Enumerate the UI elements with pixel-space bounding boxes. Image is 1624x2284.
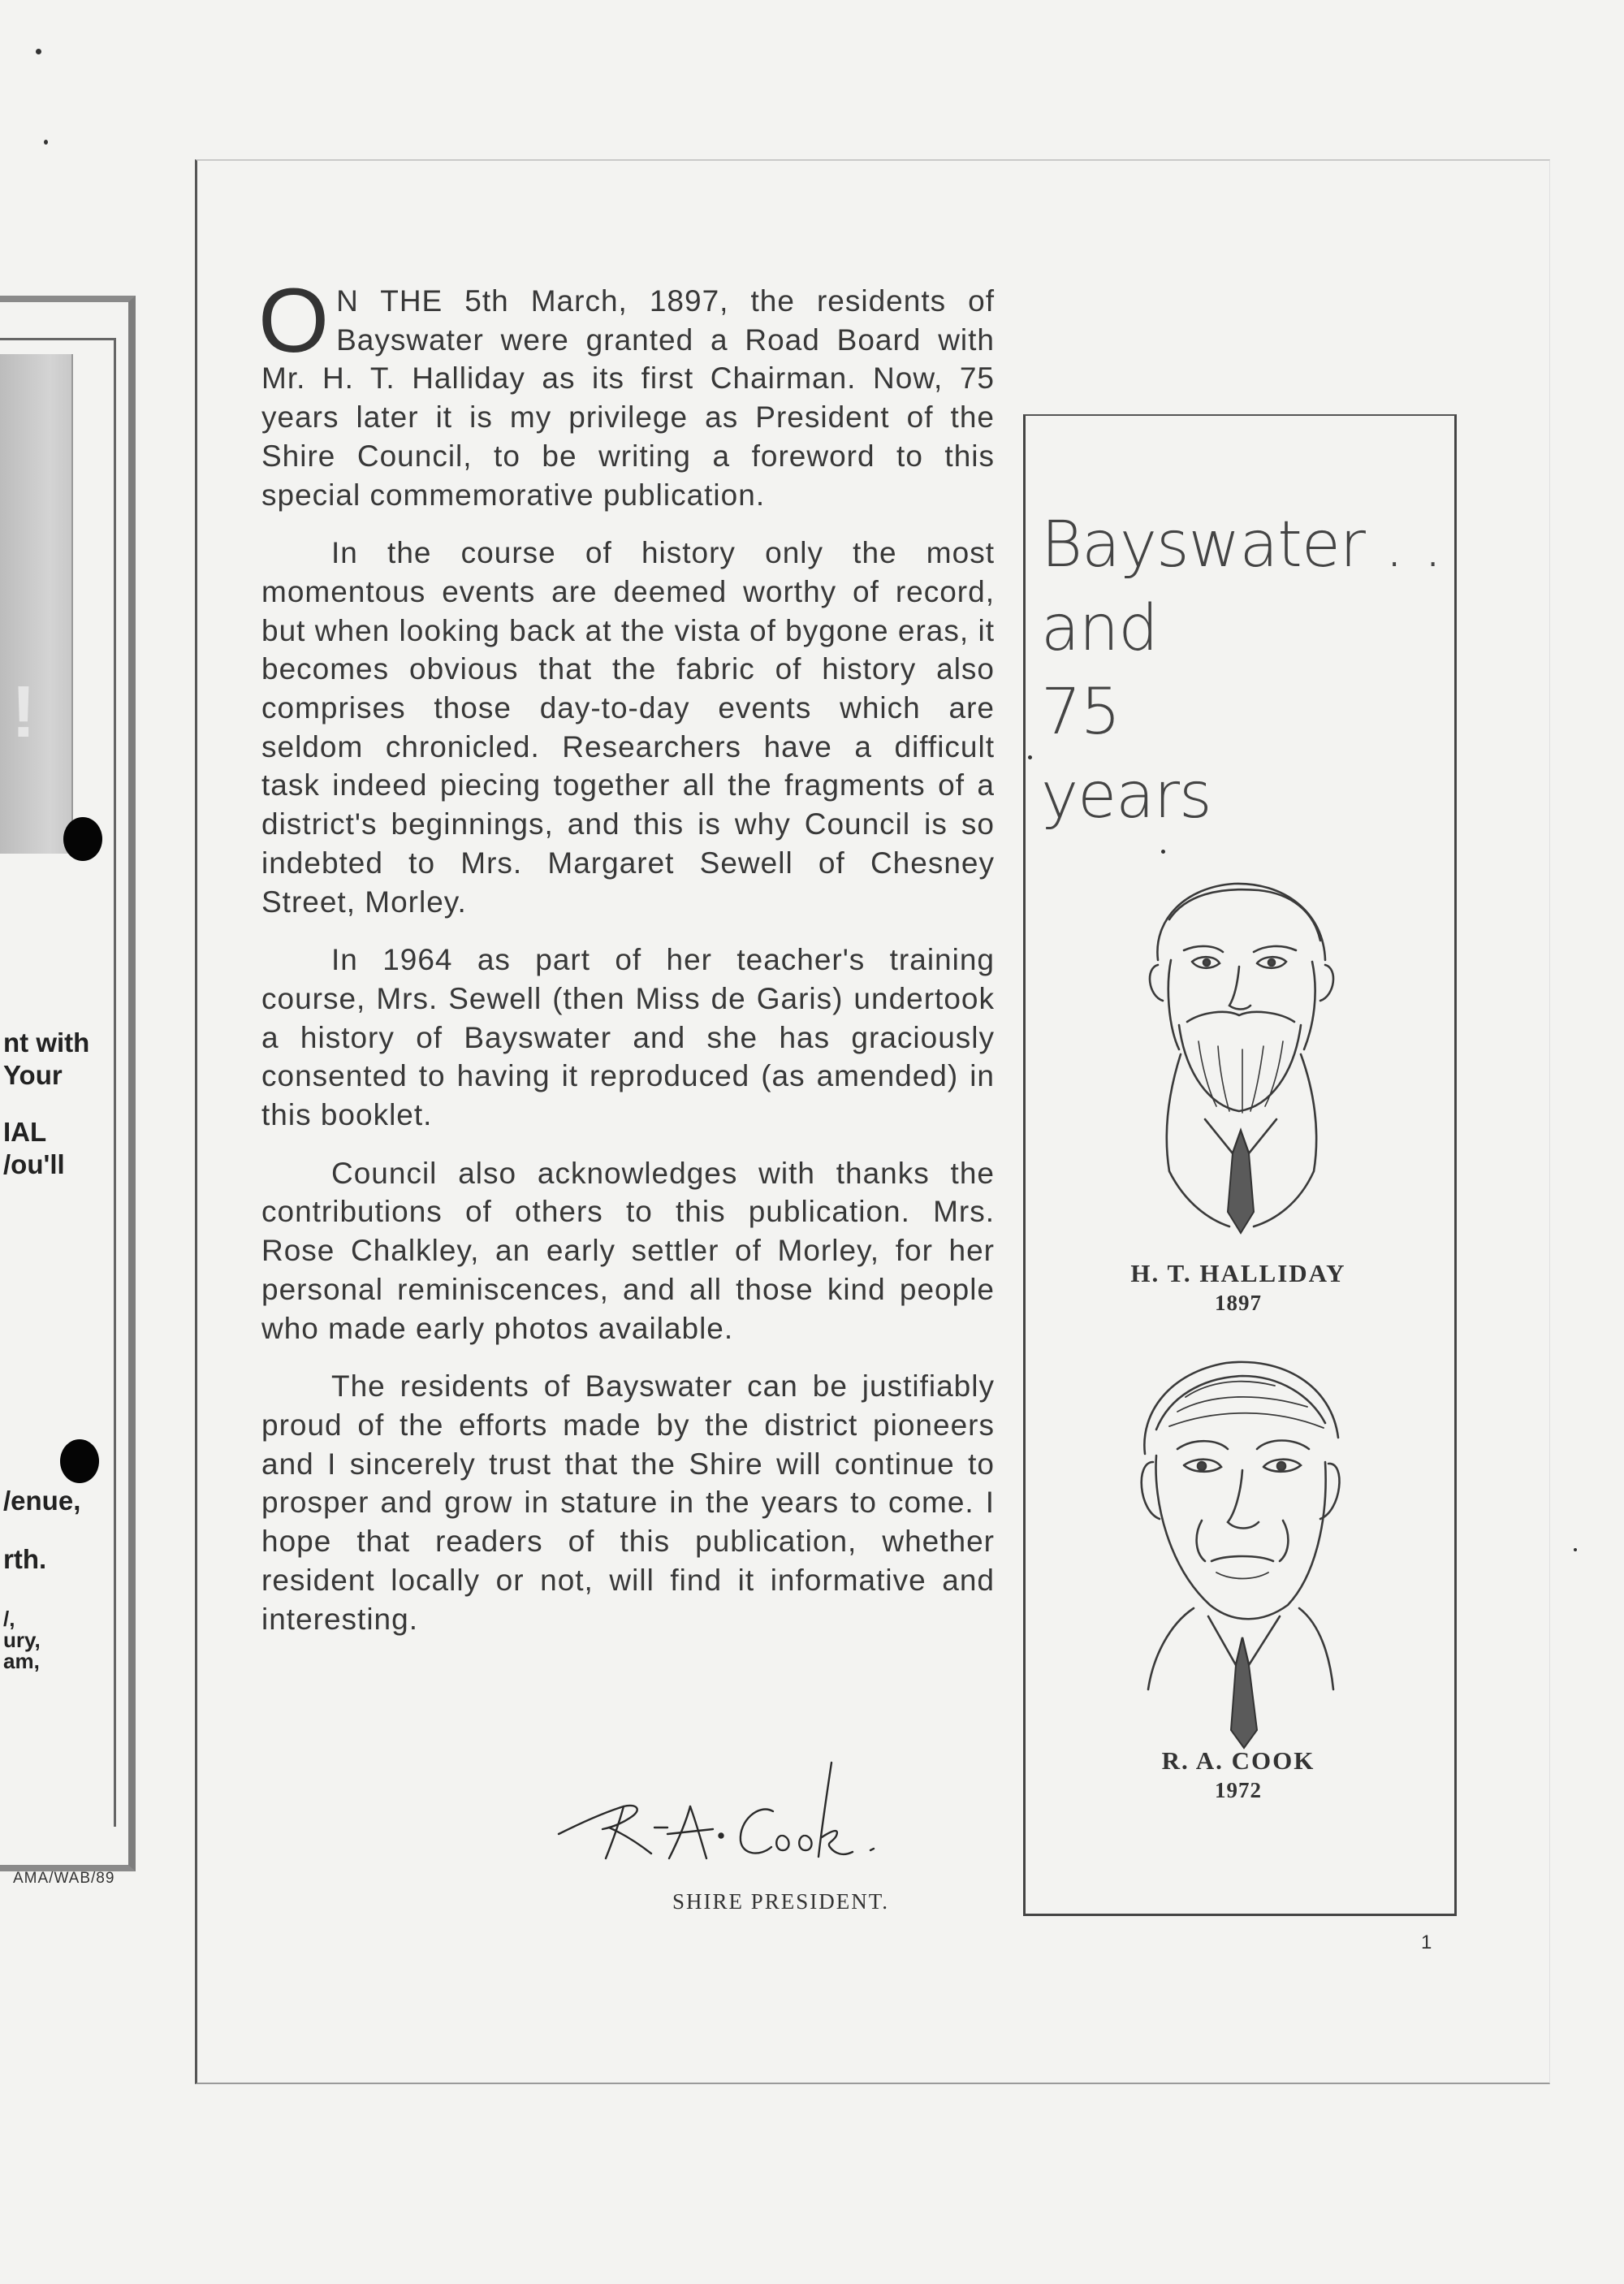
ad-fragment: rth. bbox=[3, 1544, 47, 1574]
sidebar-title-line: Bayswater . . bbox=[1041, 508, 1443, 582]
portrait-year: 1897 bbox=[1215, 1291, 1262, 1315]
foreword-paragraph: In the course of history only the most momentous events are deemed worthy of record, but when looking back at the vista of bygone eras, it becomes obvious that the fabric of history also comprises those day-to-day events which are seldom chronicled. Researchers have a difficult task indeed piecing together all the fragments of a district's beginnings, and this is why Council is so indebted to Mrs. Margaret Sewell of Chesney Street, Morley. bbox=[261, 536, 995, 919]
ad-fragment: ury, bbox=[3, 1628, 41, 1652]
ad-fragment: IAL bbox=[3, 1117, 47, 1147]
drop-cap: O bbox=[258, 270, 330, 371]
scan-speck bbox=[36, 49, 41, 54]
sidebar-title-line: years bbox=[1041, 759, 1212, 833]
portrait-halliday bbox=[1121, 863, 1356, 1269]
sidebar-title bbox=[1041, 504, 1442, 838]
ad-gray-panel bbox=[0, 354, 73, 854]
ad-fragment: Your bbox=[3, 1060, 63, 1090]
portrait-name: R. A. COOK bbox=[1161, 1746, 1315, 1775]
sidebar-title-line: and bbox=[1041, 592, 1158, 665]
punch-hole bbox=[60, 1439, 99, 1483]
ad-code: AMA/WAB/89 bbox=[13, 1870, 115, 1887]
scan-speck bbox=[44, 140, 48, 145]
portrait-year: 1972 bbox=[1215, 1778, 1262, 1802]
foreword-paragraph: The residents of Bayswater can be justifiably proud of the efforts made by the district pioneers and I sincerely trust that the Shire will continue to prosper and grow in stature in the years to come. I hope that readers of this publication, whether resident locally or not, will find it informative and interesting. bbox=[261, 1369, 995, 1636]
portrait-caption-halliday bbox=[1080, 1259, 1397, 1317]
ad-fragment: /, bbox=[3, 1607, 15, 1631]
portrait-caption-cook bbox=[1080, 1746, 1397, 1805]
ad-fragment: am, bbox=[3, 1649, 40, 1673]
signatory-title: SHIRE PRESIDENT. bbox=[672, 1889, 890, 1914]
foreword-article bbox=[258, 270, 995, 1658]
portrait-name: H. T. HALLIDAY bbox=[1130, 1259, 1346, 1287]
ad-fragment: /enue, bbox=[3, 1486, 81, 1516]
foreword-paragraph: Council also acknowledges with thanks the contributions of others to this publication. Mrs. Rose Chalkley, an early settler of Morley, for her personal reminiscences, and all those kind people who made early photos available. bbox=[261, 1156, 995, 1345]
ad-fragment: nt with bbox=[3, 1027, 90, 1058]
adjacent-page bbox=[0, 159, 195, 2271]
portrait-cook bbox=[1121, 1348, 1364, 1754]
sidebar-title-line: 75 bbox=[1041, 676, 1121, 749]
signature-cook bbox=[546, 1746, 903, 1868]
ad-fragment: /ou'll bbox=[3, 1149, 65, 1179]
exclamation-graphic: ! bbox=[11, 672, 36, 753]
page-number: 1 bbox=[1421, 1931, 1432, 1953]
foreword-paragraph: In 1964 as part of her teacher's training course, Mrs. Sewell (then Miss de Garis) undertook a history of Bayswater and she has graciously consented to having it reproduced (as amended) in this booklet. bbox=[261, 943, 995, 1132]
foreword-paragraph: O N THE 5th March, 1897, the residents of Bayswater were granted a Road Board with Mr. H. T. Halliday as its first Chairman. Now, 75 years later it is my privilege as President of the Shire Council, to be writing a foreword to this special commemorative publication. bbox=[258, 270, 995, 512]
punch-hole bbox=[63, 817, 102, 861]
scan-speck bbox=[1574, 1548, 1577, 1551]
